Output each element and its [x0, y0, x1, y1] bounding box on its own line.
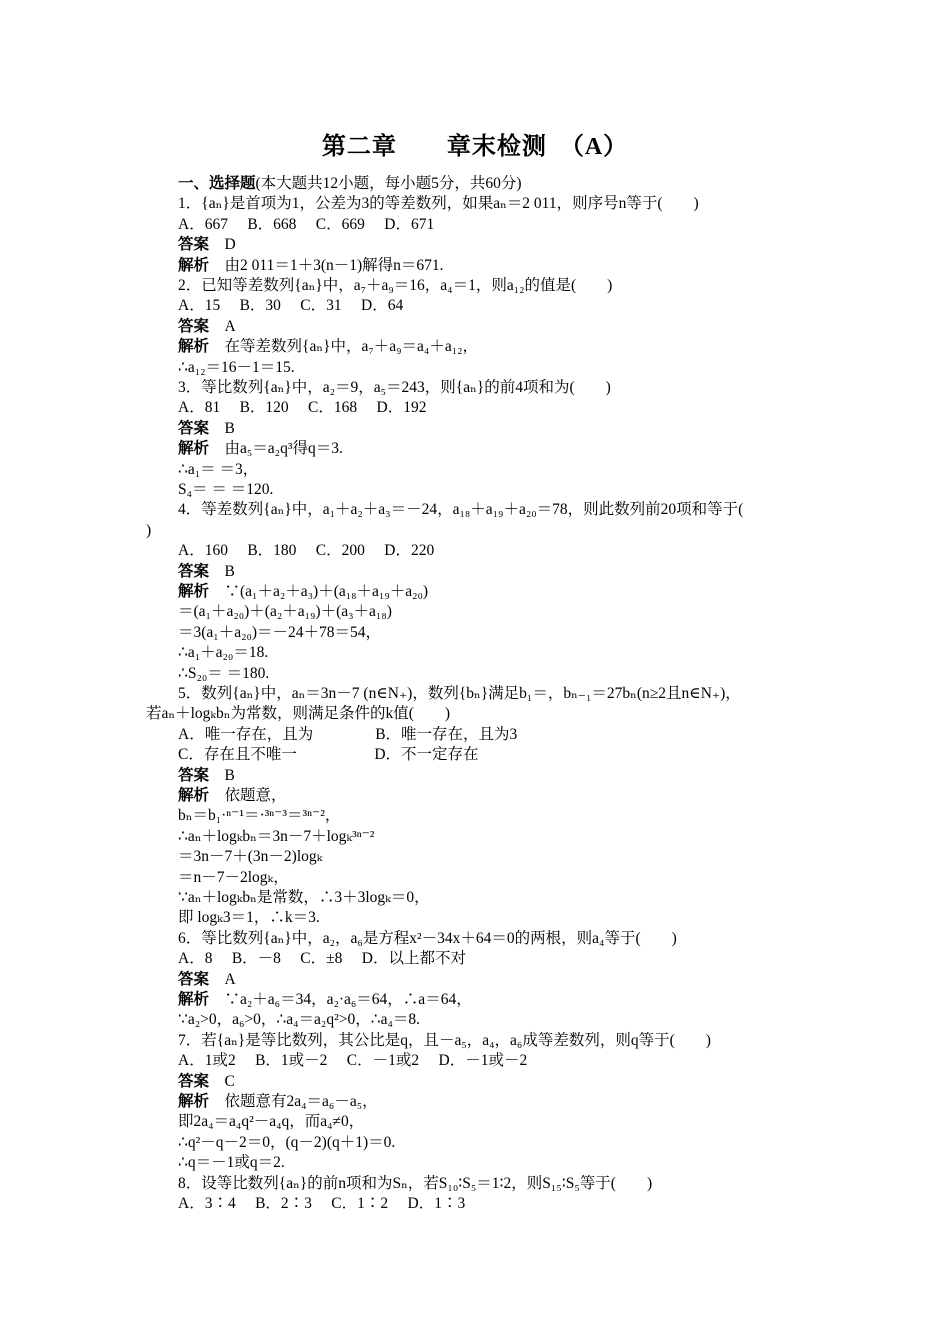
text-line: 解析 由2 011＝1＋3(n－1)解得n＝671.: [178, 256, 444, 274]
text-line: A．160 B．180 C．200 D．220: [178, 542, 435, 560]
text-line: 答案 A: [178, 317, 236, 335]
text-line: 答案 B: [178, 562, 235, 580]
line-label: 解析: [178, 1093, 210, 1110]
line-label: 答案: [178, 1072, 210, 1090]
line-label: 解析: [178, 338, 210, 356]
text-line: 解析 ∵a₂＋a₆＝34，a₂·a₆＝64，∴a＝64，: [178, 991, 472, 1008]
text-line: 答案 C: [178, 1072, 235, 1090]
text-line: A．3∶4 B．2∶3 C．1∶2 D．1∶3: [178, 1195, 466, 1212]
text-line: A．15 B．30 C．31 D．64: [178, 297, 404, 315]
text-line: 答案 B: [178, 766, 235, 784]
text-line: ∵a₂>0，a₆>0，∴a₄＝a₂q²>0，∴a₄＝8.: [178, 1011, 420, 1029]
text-line: 4．等差数列{aₙ}中，a₁＋a₂＋a₃＝－24，a₁₈＋a₁₉＋a₂₀＝78，则此数列前20项和等于(: [178, 501, 744, 519]
line-label: 解析: [178, 991, 210, 1008]
text-line: ∴a₁＝ ＝3，: [178, 460, 259, 478]
text-line: 即 logₖ3＝1，∴k＝3.: [178, 909, 320, 927]
text-line: ∴aₙ＋logₖbₙ＝3n－7＋logₖ³ⁿ⁻²: [178, 827, 375, 845]
text-line: 解析 依题意，: [178, 787, 287, 804]
line-label: 答案: [178, 236, 210, 254]
line-label: 解析: [178, 440, 210, 458]
text-line: A．1或2 B．1或－2 C．－1或2 D．－1或－2: [178, 1052, 528, 1070]
text-line: 解析 在等差数列{aₙ}中，a₇＋a₉＝a₄＋a₁₂，: [178, 338, 479, 356]
line-label: 解析: [178, 583, 210, 600]
text-line: ＝3(a₁＋a₂₀)＝－24＋78＝54，: [178, 623, 382, 641]
text-line: 1．{aₙ}是首项为1，公差为3的等差数列，如果aₙ＝2 011，则序号n等于( ): [178, 195, 699, 213]
text-line: 答案 D: [178, 236, 236, 254]
text-line: ∴S₂₀＝ ＝180.: [178, 664, 270, 682]
text-line: bₙ＝b₁·ⁿ⁻¹＝·³ⁿ⁻³＝³ⁿ⁻²，: [178, 807, 341, 825]
text-line: 8．设等比数列{aₙ}的前n项和为Sₙ，若S₁₀∶S₅＝1∶2，则S₁₅∶S₅等于( ): [178, 1174, 653, 1192]
text-line: 解析 ∵(a₁＋a₂＋a₃)＋(a₁₈＋a₁₉＋a₂₀): [178, 583, 429, 600]
text-line: A．唯一存在，且为 B．唯一存在，且为3: [178, 725, 518, 743]
text-line: 一、选择题(本大题共12小题，每小题5分，共60分): [178, 175, 522, 192]
text-line: 解析 由a₅＝a₂q³得q＝3.: [178, 440, 343, 458]
text-line: ∴q²－q－2＝0，(q－2)(q＋1)＝0.: [178, 1133, 396, 1151]
line-label: 解析: [178, 787, 210, 804]
line-label: 答案: [178, 766, 210, 784]
text-line: C．存在且不唯一 D．不一定存在: [178, 746, 479, 764]
line-label: 一、选择题: [178, 175, 256, 192]
text-line: ＝(a₁＋a₂₀)＋(a₂＋a₁₉)＋(a₃＋a₁₈): [178, 603, 392, 621]
text-line: 答案 B: [178, 419, 235, 437]
text-line: ＝3n－7＋(3n－2)logₖ: [178, 848, 323, 866]
text-line: ∵aₙ＋logₖbₙ是常数，∴3＋3logₖ＝0，: [178, 889, 430, 906]
line-label: 解析: [178, 256, 210, 274]
line-label: 答案: [178, 970, 210, 988]
text-line: S₄＝ ＝ ＝120.: [178, 481, 274, 498]
page-title: 第二章 章末检测 （A）: [321, 134, 629, 160]
text-line: A．8 B．－8 C．±8 D．以上都不对: [178, 950, 466, 968]
text-line: 若aₙ＋logₖbₙ为常数，则满足条件的k值( ): [146, 705, 451, 723]
text-line: 7．若{aₙ}是等比数列，其公比是q，且－a₅，a₄，a₆成等差数列，则q等于( ): [178, 1031, 711, 1049]
text-line: 即2a₄＝a₄q²－a₄q，而a₄≠0，: [178, 1113, 365, 1131]
text-line: 6．等比数列{aₙ}中，a₂，a₆是方程x²－34x＋64＝0的两根，则a₄等于( ): [178, 929, 677, 947]
text-line: ∴a₁₂＝16－1＝15.: [178, 358, 295, 376]
text-line: ＝n－7－2logₖ，: [178, 868, 289, 886]
text-line: 解析 依题意有2a₄＝a₆－a₅，: [178, 1093, 378, 1110]
text-line: 答案 A: [178, 970, 236, 988]
text-line: A．667 B．668 C．669 D．671: [178, 215, 435, 233]
text-line: ∴q＝－1或q＝2.: [178, 1154, 285, 1172]
line-label: 答案: [178, 419, 210, 437]
text-line: A．81 B．120 C．168 D．192: [178, 399, 427, 417]
text-line: ∴a₁＋a₂₀＝18.: [178, 644, 269, 662]
line-label: 答案: [178, 317, 210, 335]
text-line: 2．已知等差数列{aₙ}中，a₇＋a₉＝16，a₄＝1，则a₁₂的值是( ): [178, 277, 613, 294]
text-line: ): [146, 521, 152, 539]
text-line: 3．等比数列{aₙ}中，a₂＝9，a₅＝243，则{aₙ}的前4项和为( ): [178, 379, 611, 396]
line-label: 答案: [178, 562, 210, 580]
text-line: 5．数列{aₙ}中，aₙ＝3n－7 (n∈N₊)，数列{bₙ}满足b₁＝，bₙ₋₁＝27bₙ(n≥2且n∈N₊)，: [178, 685, 741, 702]
